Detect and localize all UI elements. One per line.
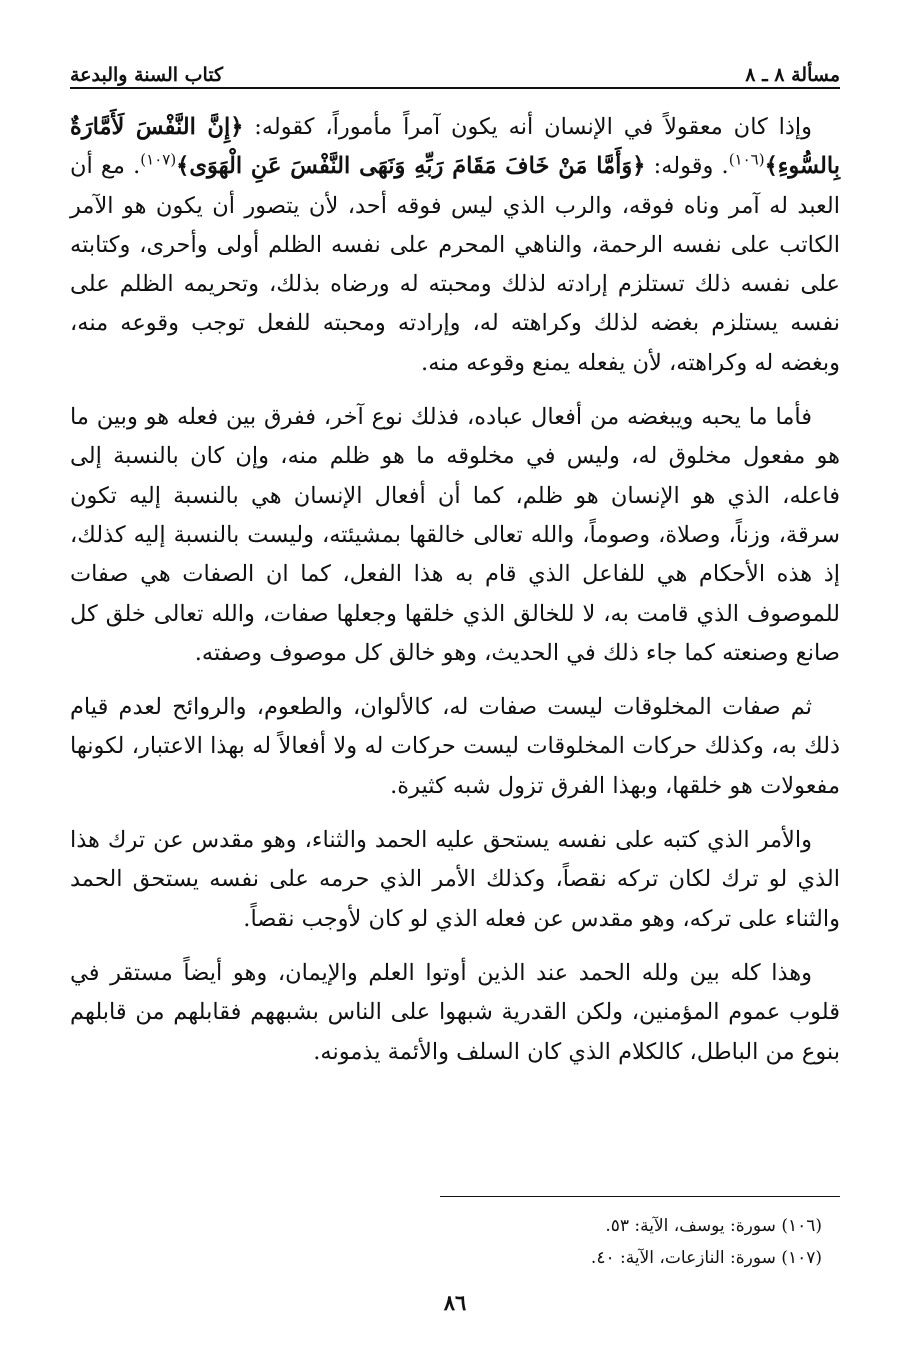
paragraph-text: . وقوله: — [653, 153, 729, 180]
chapter-label: مسألة ٨ ـ ٨ — [745, 64, 840, 86]
paragraph-2: فأما ما يحبه ويبغضه من أفعال عباده، فذلك نوع آخر، ففرق بين فعله هو وبين ما هو مفعول مخلوق له، وليس في مخلوقه ما هو ظلم منه، وإن كان بالنسبة إلى فاعله، الذي هو الإنسان هو ظلم، كما أن أفعال الإنسان هي بالنسبة إليه تكون سرقة، وزناً، وصلاة، وصوماً، والله تعالى خالقها بمشيئته، وليست بالنسبة إليه كذلك، إذ هذه الأحكام هي للفاعل الذي قام به هذا الفعل، كما ان الصفات هي صفات للموصوف الذي قامت به، لا للخالق الذي خلقها وجعلها صفات، والله تعالى خلق كل صانع وصنعته كما جاء ذلك في الحديث، وهو خالق كل موصوف وصفته. — [70, 404, 840, 666]
book-title: كتاب السنة والبدعة — [70, 64, 224, 86]
paragraph-text: وإذا كان معقولاً في الإنسان أنه يكون آمراً مأموراً، كقوله: — [254, 114, 812, 140]
paragraph-3: ثم صفات المخلوقات ليست صفات له، كالألوان، والطعوم، والروائح لعدم قيام ذلك به، وكذلك حركات المخلوقات ليست حركات له ولا أفعالاً له بهذا الاعتبار، لكونها مفعولات هو خلقها، وبهذا الفرق تزول شبه كثيرة. — [70, 694, 840, 799]
footnotes — [70, 1210, 822, 1274]
paragraph-4: والأمر الذي كتبه على نفسه يستحق عليه الحمد والثناء، وهو مقدس عن ترك هذا الذي لو ترك لكان تركه نقصاً، وكذلك الأمر الذي حرمه على نفسه يستحق الحمد والثناء على تركه، وهو مقدس عن فعله الذي لو كان لأوجب نقصاً. — [70, 827, 840, 932]
paragraph-1 — [70, 108, 840, 383]
footnote-107: (١٠٧) سورة: النازعات، الآية: ٤٠. — [590, 1248, 822, 1268]
quran-verse-2: ﴿وَأَمَّا مَنْ خَافَ مَقَامَ رَبِّهِ وَنَهَى النَّفْسَ عَنِ الْهَوَى﴾ — [176, 153, 646, 180]
page-header — [70, 52, 840, 86]
page-number: ٨٦ — [443, 1290, 467, 1315]
paragraph-5: وهذا كله بين ولله الحمد عند الذين أوتوا العلم والإيمان، وهو أيضاً مستقر في قلوب عموم المؤمنين، ولكن القدرية شبهوا على الناس بشبههم فقابلهم من قابلهم بنوع من الباطل، كالكلام الذي كان السلف والأئمة يذمونه. — [70, 959, 840, 1065]
quran-verse-1: ﴿إِنَّ النَّفْسَ لَأَمَّارَةٌ بِالسُّوءِ﴾ — [70, 114, 841, 180]
footnote-106: (١٠٦) سورة: يوسف، الآية: ٥٣. — [605, 1216, 822, 1236]
footnote-divider — [440, 1196, 840, 1197]
footnote-ref-106: (١٠٦) — [728, 150, 765, 169]
footnote-ref-107: (١٠٧) — [140, 150, 177, 169]
paragraph-text: . مع أن العبد له آمر وناه فوقه، والرب الذي ليس فوقه أحد، لأن يتصور أن يكون هو الآمر الكاتب على نفسه الرحمة، والناهي المحرم على نفسه الظلم أولى وأحرى، وكتابته على نفسه ذلك تستلزم إرادته لذلك ومحبته له ورضاه بذلك، وتحريمه الظلم على نفسه يستلزم بغضه لذلك وكراهته له، وإرادته ومحبته للفعل توجب وقوعه منه، وبغضه له وكراهته، لأن يفعله يمنع وقوعه منه. — [70, 153, 840, 376]
header-divider — [70, 87, 840, 89]
main-text — [70, 108, 840, 1087]
